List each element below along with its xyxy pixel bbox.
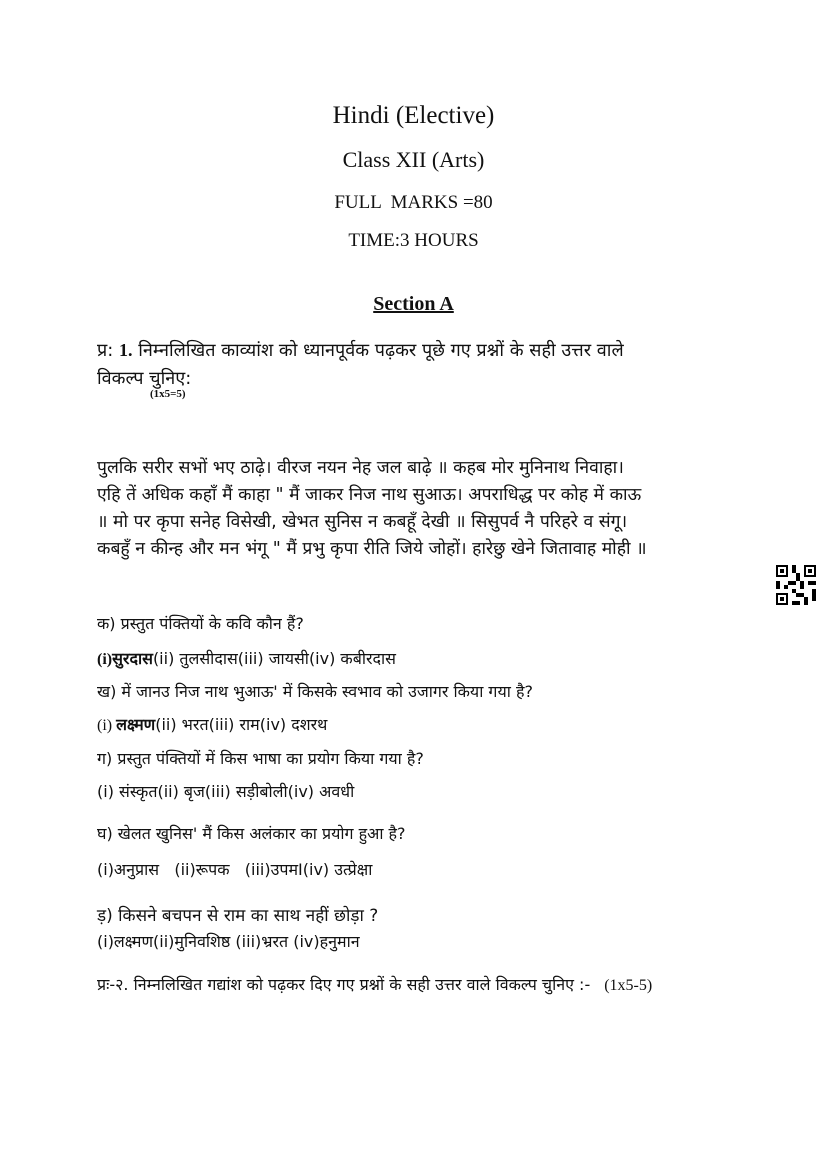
q1-line1: निम्नलिखित काव्यांश को ध्यानपूर्वक पढ़कर पूछे गए प्रश्नों के सही उत्तर वाले [132,340,624,361]
class-label: Class XII (Arts) [342,147,485,172]
options-ga: (i) संस्कृत(ii) बृज(iii) सड़ीबोली(iv) अवधी [97,782,355,801]
q1-prefix: प्र: [97,340,120,361]
question-gha: घ) खेलत खुनिस' मैं किस अलंकार का प्रयोग हुआ है? [97,824,406,843]
q2-marks: (1x5-5) [604,977,653,994]
options-rest: (ii) तुलसीदास(iii) जायसी(iv) कबीरदास [152,649,396,668]
answer-highlight: लक्ष्मण [116,715,156,734]
question-nga: ड़) किसने बचपन से राम का साथ नहीं छोड़ा ? [97,906,379,926]
paper-title: Hindi (Elective) [332,102,495,129]
options-nga: (i)लक्ष्मण(ii)मुनिवशिष्ठ (iii)भ्ररत (iv)हनुमान [97,932,360,951]
time-label: TIME:3 HOURS [348,230,479,251]
qr-code-icon [776,565,816,605]
option-number: (i) [97,717,117,734]
question-kha: ख) में जानउ निज नाथ भुआऊ' में किसके स्वभाव को उजागर किया गया है? [97,682,533,701]
q1-marks: (1x5=5) [150,388,186,400]
q2-text: प्रः-२. निम्नलिखित गद्यांश को पढ़कर दिए गए प्रश्नों के सही उत्तर वाले विकल्प चुनिए :- [97,975,591,994]
poem-line: कबहुँ न कीन्ह और मन भंगू " मैं प्रभु कृपा रीति जिये जोहों। हारेछु खेने जितावाह मोही ॥ [97,539,647,559]
section-heading: Section A [373,293,454,315]
poem-line: ॥ मो पर कृपा सनेह विसेखी, खेभत सुनिस न कबहूँ देखी ॥ सिसुपर्व नै परिहरे व संगू। [97,512,628,532]
option-number: (i) [97,651,113,668]
q1-number: 1. [119,340,133,360]
options-gha: (i)अनुप्रास (ii)रूपक (iii)उपमI(iv) उत्प्रेक्षा [97,860,373,879]
options-rest: (ii) भरत(iii) राम(iv) दशरथ [155,715,328,734]
question-ga: ग) प्रस्तुत पंक्तियों में किस भाषा का प्रयोग किया गया है? [97,749,424,768]
question-ka: क) प्रस्तुत पंक्तियों के कवि कौन हैं? [97,614,304,633]
options-kha [97,713,327,735]
full-marks: FULL MARKS =80 [334,192,493,213]
q1-line2: विकल्प चुनिए: [97,368,192,389]
options-ka [97,647,396,669]
q2-instruction [97,973,652,995]
q1-instruction [97,338,624,362]
poem-line: पुलकि सरीर सभों भए ठाढ़े। वीरज नयन नेह जल बाढ़े ॥ कहब मोर मुनिनाथ निवाहा। [97,458,624,478]
answer-highlight: सुरदास [112,649,153,668]
poem-line: एहि तें अधिक कहाँ मैं काहा " मैं जाकर निज नाथ सुआऊ। अपराधिद्ध पर कोह में काऊ [97,485,642,505]
